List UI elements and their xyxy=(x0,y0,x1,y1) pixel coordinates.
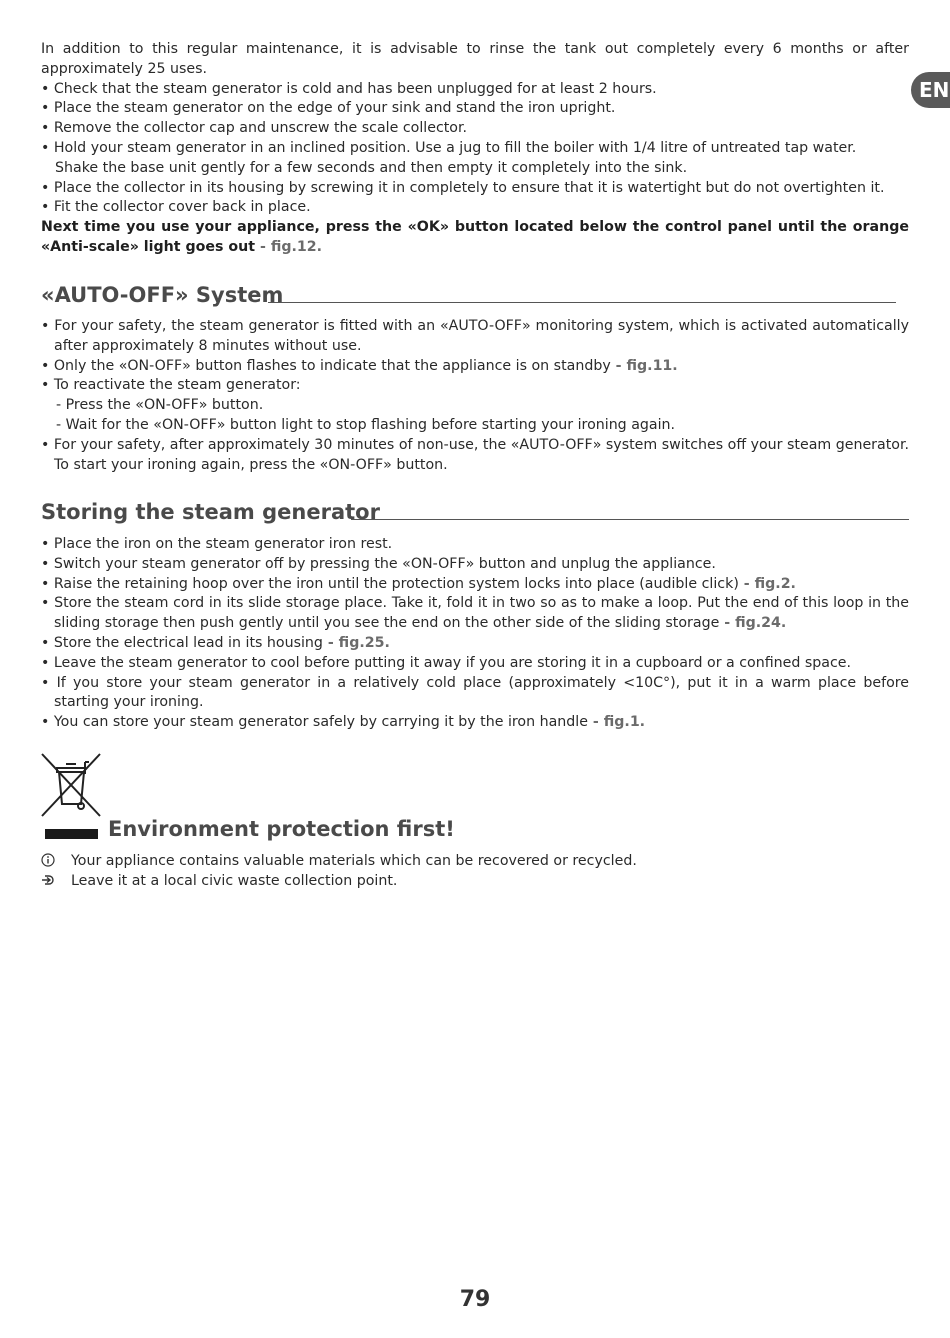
list-item: • Only the «ON-OFF» button flashes to indicate that the appliance is on standby - fig.11. xyxy=(41,357,678,374)
list-item: • To reactivate the steam generator: xyxy=(41,377,301,394)
sub-item: - Press the «ON-OFF» button. xyxy=(56,397,264,414)
language-tab xyxy=(911,72,950,108)
list-item: • Check that the steam generator is cold and has been unplugged for at least 2 hours. xyxy=(41,80,657,97)
list-item: • You can store your steam generator safely by carrying it by the iron handle - fig.1. xyxy=(41,714,646,731)
list-item: • Leave the steam generator to cool before putting it away if you are storing it in a cupboard or a confined space. xyxy=(41,654,852,671)
storing-section xyxy=(41,535,909,733)
environment-marker-bar xyxy=(45,829,98,839)
environment-line: Your appliance contains valuable materials which can be recovered or recycled. xyxy=(41,852,637,872)
page-number: 79 xyxy=(459,1287,491,1312)
crossed-out-bin-icon xyxy=(40,752,102,818)
arrow-right-icon xyxy=(41,872,71,892)
auto-off-section xyxy=(41,317,909,475)
maintenance-note: Next time you use your appliance, press the «OK» button located below the control panel until the orange «Anti-scale» light goes out - fig.12. xyxy=(41,219,909,255)
sub-item: - Wait for the «ON-OFF» button light to stop flashing before starting your ironing again. xyxy=(56,416,676,433)
maintenance-intro: In addition to this regular maintenance, it is advisable to rinse the tank out completely every 6 months or after approximately 25 uses. xyxy=(41,41,909,77)
list-item: • Switch your steam generator off by pressing the «ON-OFF» button and unplug the appliance. xyxy=(41,555,716,572)
storing-heading: Storing the steam generator xyxy=(41,500,380,524)
list-item: • Place the iron on the steam generator iron rest. xyxy=(41,536,393,552)
language-tab-label: EN xyxy=(919,78,950,102)
list-item: • Fit the collector cover back in place. xyxy=(41,199,311,216)
list-item: • Remove the collector cap and unscrew the scale collector. xyxy=(41,120,468,137)
list-item: • If you store your steam generator in a relatively cold place (approximately <10C°), put it in a warm place before starting your ironing. xyxy=(41,674,909,711)
list-item-continuation: Shake the base unit gently for a few seconds and then empty it completely into the sink. xyxy=(55,159,688,176)
heading-rule xyxy=(351,519,909,520)
info-icon xyxy=(41,852,71,872)
maintenance-section xyxy=(41,40,909,258)
list-item: • Place the collector in its housing by screwing it in completely to ensure that it is watertight but do not overtighten it. xyxy=(41,179,885,196)
list-item: • Place the steam generator on the edge of your sink and stand the iron upright. xyxy=(41,100,616,117)
list-item: • Hold your steam generator in an inclined position. Use a jug to fill the boiler with 1/4 litre of untreated tap water. xyxy=(41,139,857,156)
list-item: • Store the electrical lead in its housing - fig.25. xyxy=(41,634,390,651)
list-item: • For your safety, after approximately 30 minutes of non-use, the «AUTO-OFF» system switches off your steam generator. To start your ironing again, press the «ON-OFF» button. xyxy=(41,436,909,473)
list-item: • For your safety, the steam generator is fitted with an «AUTO-OFF» monitoring system, which is activated automatically after approximately 8 minutes without use. xyxy=(41,318,909,354)
list-item: • Store the steam cord in its slide storage place. Take it, fold it in two so as to make a loop. Put the end of this loop in the sliding storage then push gently until you see the end on the other side of the sliding storage - fig.24. xyxy=(41,595,909,632)
heading-rule xyxy=(268,302,896,303)
environment-heading: Environment protection first! xyxy=(108,817,455,841)
list-item: • Raise the retaining hoop over the iron until the protection system locks into place (audible click) - fig.2. xyxy=(41,575,796,592)
environment-line: Leave it at a local civic waste collection point. xyxy=(41,872,397,892)
auto-off-heading: «AUTO-OFF» System xyxy=(41,283,284,307)
